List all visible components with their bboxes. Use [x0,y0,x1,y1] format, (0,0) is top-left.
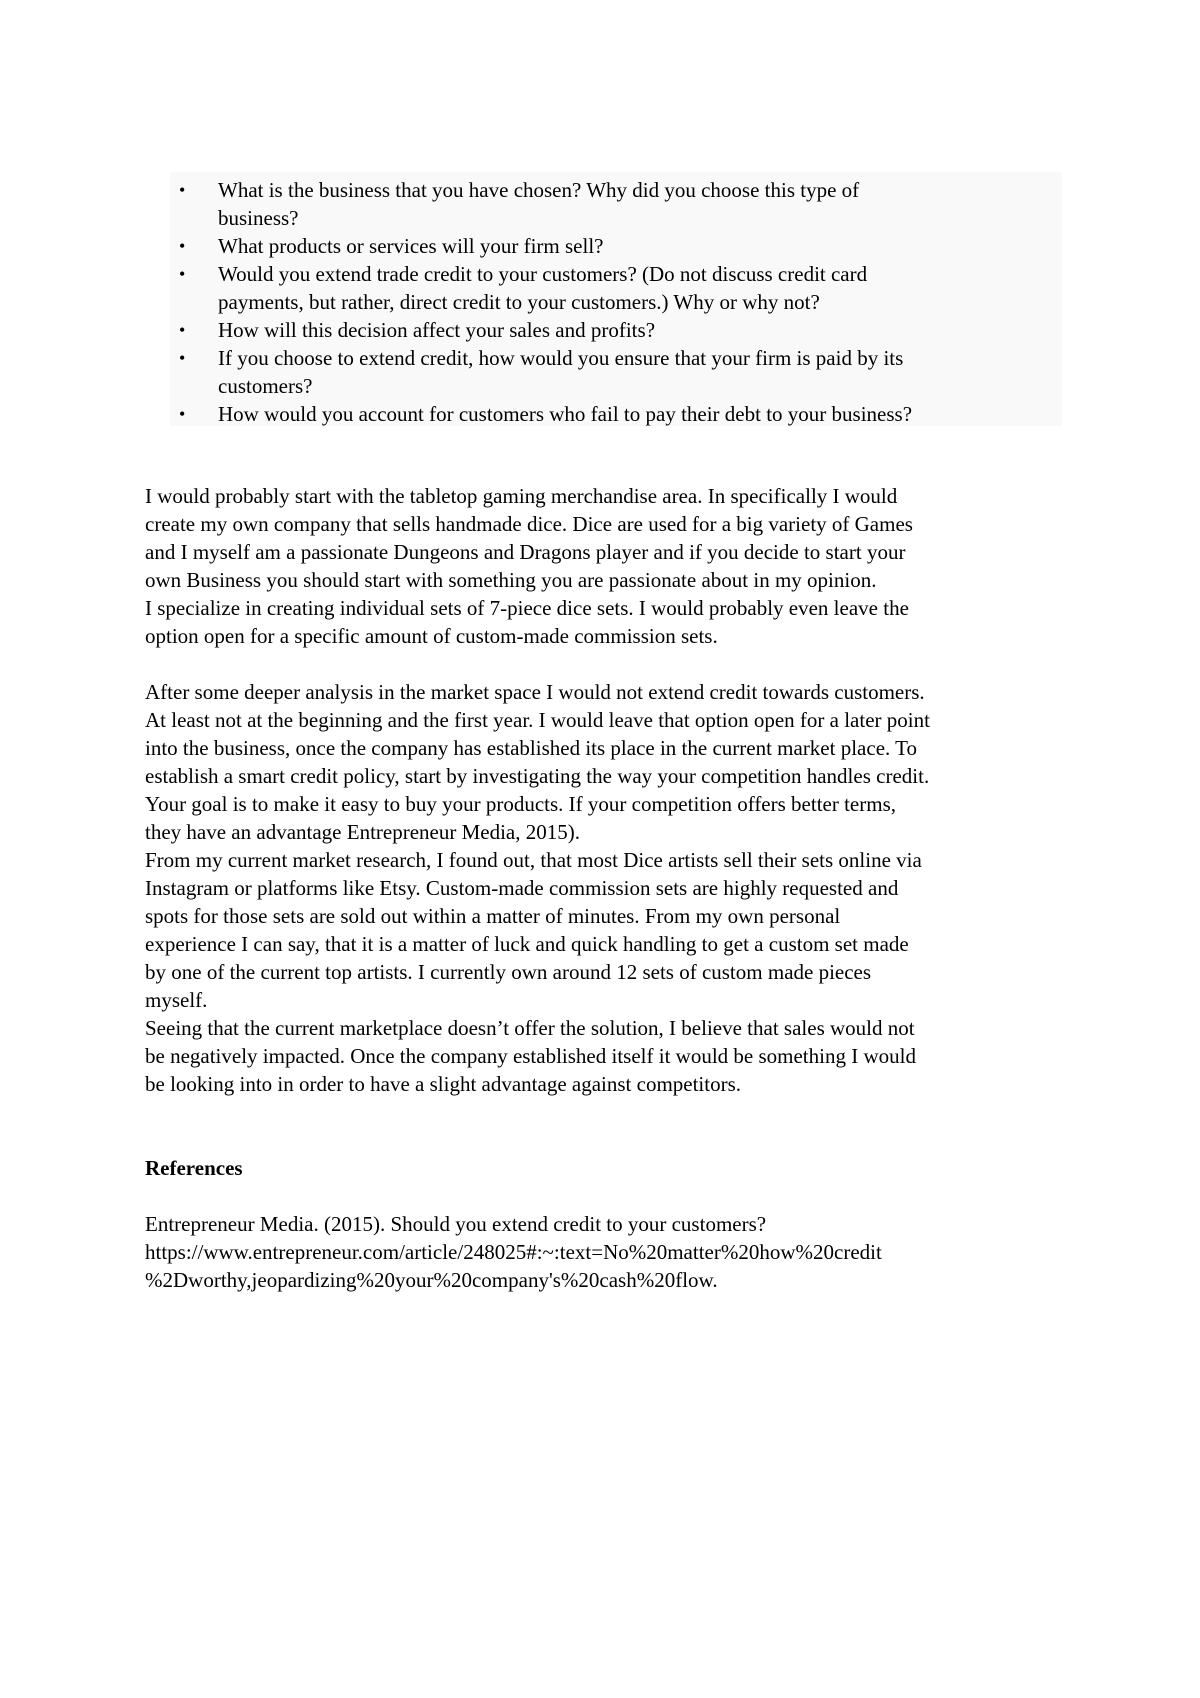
bullet-icon: • [179,180,186,200]
body-line: create my own company that sells handmade dice. Dice are used for a big variety of Games [145,512,913,536]
question-line: If you choose to extend credit, how would you ensure that your firm is paid by its [218,346,904,370]
question-item [170,400,1062,428]
body-line: and I myself am a passionate Dungeons and Dragons player and if you decide to start your [145,540,906,564]
reference-url-line: %2Dworthy,jeopardizing%20your%20company's%20cash%20flow. [145,1268,718,1292]
reference-citation: Entrepreneur Media. (2015). Should you extend credit to your customers? [145,1212,767,1236]
body-line: establish a smart credit policy, start by investigating the way your competition handles credit. [145,764,930,788]
body-line: be negatively impacted. Once the company established itself it would be something I would [145,1044,916,1068]
body-line: spots for those sets are sold out within a matter of minutes. From my own personal [145,904,841,928]
question-line: How will this decision affect your sales and profits? [218,318,656,342]
paragraph-gap [145,650,1065,678]
body-line: they have an advantage Entrepreneur Media, 2015). [145,820,580,844]
assignment-questions-box [170,172,1062,426]
body-line: After some deeper analysis in the market space I would not extend credit towards customers. [145,680,925,704]
reference-entry [145,1210,1065,1294]
bullet-icon: • [179,404,186,424]
question-item [170,260,1062,316]
reference-url-line: https://www.entrepreneur.com/article/248025#:~:text=No%20matter%20how%20credit [145,1240,882,1264]
bullet-icon: • [179,236,186,256]
body-line: From my current market research, I found out, that most Dice artists sell their sets online via [145,848,922,872]
question-item [170,344,1062,400]
question-line: Would you extend trade credit to your customers? (Do not discuss credit card [218,262,868,286]
question-line: What products or services will your firm sell? [218,234,604,258]
body-line: experience I can say, that it is a matter of luck and quick handling to get a custom set made [145,932,909,956]
body-line: I specialize in creating individual sets of 7-piece dice sets. I would probably even leave the [145,596,909,620]
question-item [170,176,1062,232]
bullet-icon: • [179,348,186,368]
question-line: How would you account for customers who fail to pay their debt to your business? [218,402,913,426]
question-line: payments, but rather, direct credit to your customers.) Why or why not? [218,290,820,314]
body-line: option open for a specific amount of custom-made commission sets. [145,624,718,648]
assignment-questions-list [170,176,1062,428]
references-heading: References [145,1156,243,1180]
body-line: Seeing that the current marketplace doesn’t offer the solution, I believe that sales would not [145,1016,915,1040]
body-line: by one of the current top artists. I currently own around 12 sets of custom made pieces [145,960,872,984]
body-line: Instagram or platforms like Etsy. Custom-made commission sets are highly requested and [145,876,899,900]
question-item [170,232,1062,260]
body-line: I would probably start with the tabletop gaming merchandise area. In specifically I would [145,484,898,508]
body-line: Your goal is to make it easy to buy your products. If your competition offers better terms, [145,792,897,816]
bullet-icon: • [179,320,186,340]
body-line: At least not at the beginning and the first year. I would leave that option open for a later point [145,708,930,732]
paragraph-credit-analysis [145,678,1065,1098]
body-line: own Business you should start with something you are passionate about in my opinion. [145,568,877,592]
question-item [170,316,1062,344]
body-line: into the business, once the company has established its place in the current market place. To [145,736,917,760]
question-line: business? [218,206,299,230]
question-line: What is the business that you have chosen? Why did you choose this type of [218,178,860,202]
question-line: customers? [218,374,313,398]
bullet-icon: • [179,264,186,284]
body-line: myself. [145,988,208,1012]
paragraph-business-choice [145,482,1065,650]
body-line: be looking into in order to have a slight advantage against competitors. [145,1072,742,1096]
answer-body [145,482,1065,1098]
